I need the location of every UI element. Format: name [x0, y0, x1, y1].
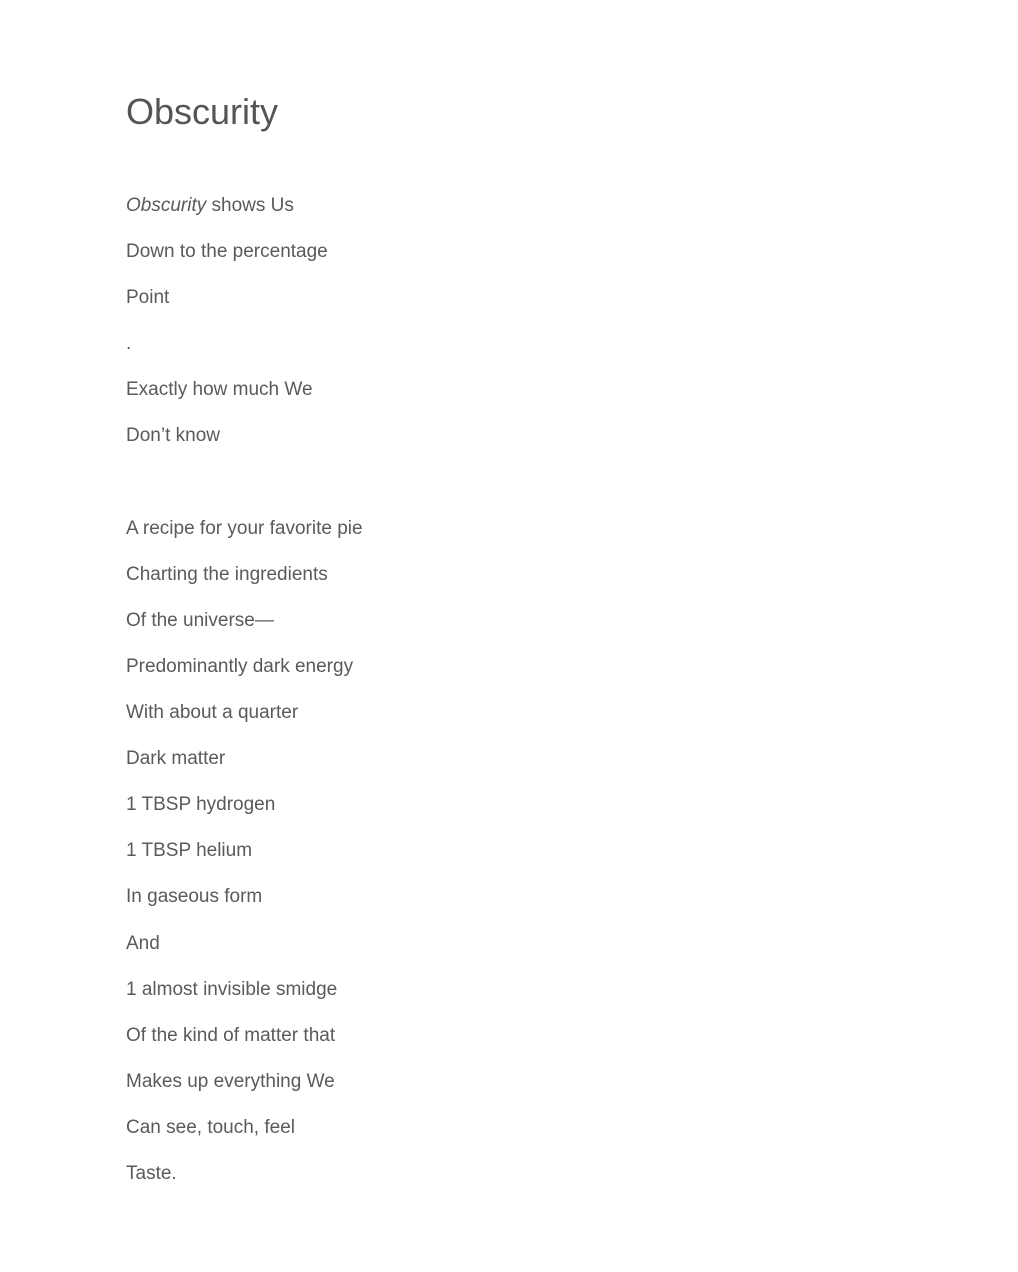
- poem-line: Makes up everything We: [126, 1070, 335, 1092]
- poem-line: A recipe for your favorite pie: [126, 517, 363, 539]
- poem-line: Point: [126, 287, 170, 309]
- poem-line: [126, 191, 363, 237]
- poem-line: With about a quarter: [126, 702, 299, 724]
- poem-line: Down to the percentage: [126, 241, 328, 263]
- poem-line: Exactly how much We: [126, 379, 313, 401]
- poem-line: Dark matter: [126, 748, 226, 770]
- stanza-1: [126, 191, 363, 468]
- page-title: Obscurity: [126, 91, 279, 132]
- poem-line: Of the kind of matter that: [126, 1024, 336, 1046]
- poem-line: .: [126, 333, 132, 355]
- poem-line-text: shows Us: [206, 195, 294, 216]
- poem-line: Of the universe—: [126, 609, 274, 631]
- poem-title-italic: Obscurity: [126, 195, 207, 216]
- poem-line: Can see, touch, feel: [126, 1116, 295, 1138]
- poem-line: 1 TBSP helium: [126, 840, 253, 862]
- stanza-break: [126, 468, 363, 514]
- poem-body: [126, 191, 363, 1205]
- poem-line: Don’t know: [126, 425, 220, 447]
- poem-line: 1 TBSP hydrogen: [126, 794, 276, 816]
- poem-line: Taste.: [126, 1162, 177, 1184]
- poem-line: Predominantly dark energy: [126, 655, 354, 677]
- poem-line: And: [126, 932, 160, 954]
- poem-line: In gaseous form: [126, 886, 263, 908]
- stanza-2: [126, 514, 363, 1205]
- poem-line: Charting the ingredients: [126, 563, 328, 585]
- poem-line: 1 almost invisible smidge: [126, 978, 338, 1000]
